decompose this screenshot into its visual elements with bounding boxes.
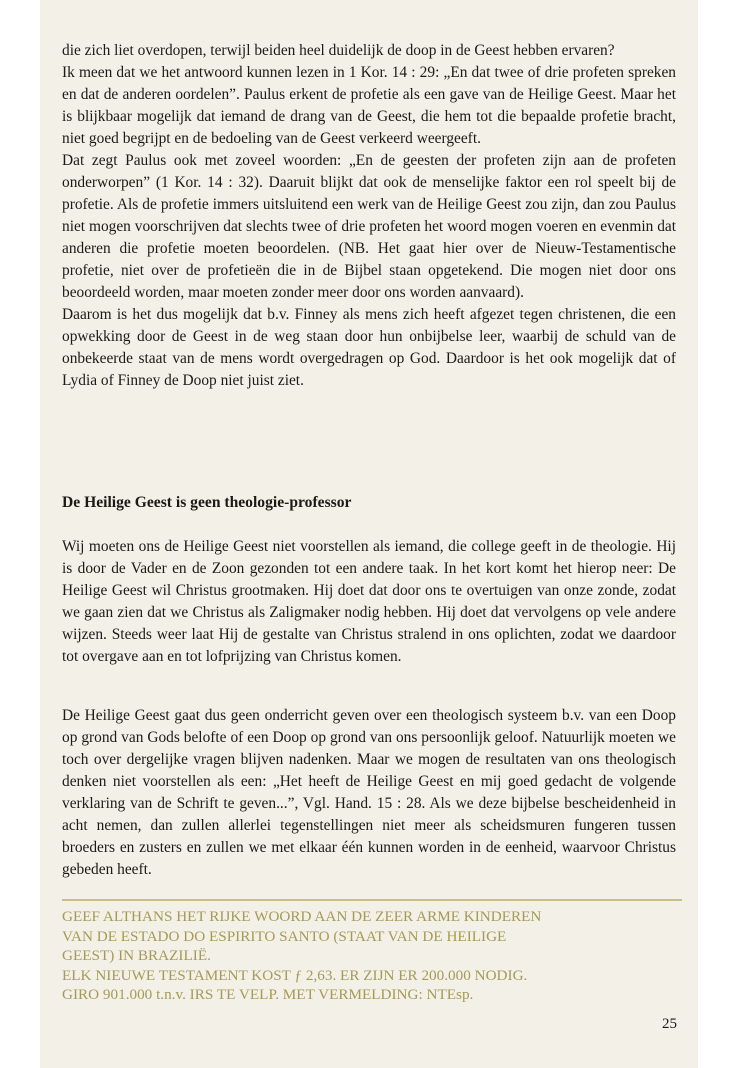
paragraph: Wij moeten ons de Heilige Geest niet voorstellen als iemand, die college geeft in de theologie. Hij is door de Vader en de Zoon gezonden tot een andere taak. In het kort komt het hierop neer: De Heilige Geest wil Christus grootmaken. Hij doet dat door ons te overtuigen van onze zonde, zodat we gaan zien dat we Christus als Zaligmaker nodig hebben. Hij doet dat vervolgens op vele andere wijzen. Steeds weer laat Hij de gestalte van Christus stralend in ons oplichten, zodat we daardoor tot overgave aan en tot lofprijzing van Christus komen. bbox=[62, 538, 676, 665]
appeal-box bbox=[62, 899, 682, 1005]
section-heading: De Heilige Geest is geen theologie-professor bbox=[62, 494, 352, 511]
paragraph: Daarom is het dus mogelijk dat b.v. Finney als mens zich heeft afgezet tegen christenen, die een opwekking door de Geest in de weg staan door hun onbijbelse leer, waarbij de schuld van de onbekeerde staat van de mens wordt overgedragen op God. Daardoor is het ook mogelijk dat of Lydia of Finney de Doop niet juist ziet. bbox=[62, 306, 676, 389]
appeal-line: GEEF ALTHANS HET RIJKE WOORD AAN DE ZEER ARME KINDEREN bbox=[62, 908, 542, 925]
appeal-line: GIRO 901.000 t.n.v. IRS TE VELP. MET VERMELDING: NTEsp. bbox=[62, 986, 474, 1003]
paragraph: die zich liet overdopen, terwijl beiden heel duidelijk de doop in de Geest hebben ervaren? bbox=[62, 42, 615, 59]
appeal-line: VAN DE ESTADO DO ESPIRITO SANTO (STAAT VAN DE HEILIGE bbox=[62, 927, 507, 945]
page-margin bbox=[698, 0, 738, 1068]
appeal-line: GEEST) IN BRAZILIË. bbox=[62, 947, 211, 964]
body-text-top bbox=[62, 40, 676, 392]
document-page bbox=[40, 0, 698, 1068]
paragraph: Dat zegt Paulus ook met zoveel woorden: „En de geesten der profeten zijn aan de profeten onderworpen” (1 Kor. 14 : 32). Daaruit blijkt dat ook de menselijke faktor een rol speelt bij de profetie. Als de profetie immers uitsluitend een werk van de Heilige Geest zou zijn, dan zou Paulus niet mogen voorschrijven dat slechts twee of drie profeten het woord mogen voeren en evenmin dat anderen die profetie moeten beoordelen. (NB. Het gaat hier over de Nieuw-Testamentische profetie, niet over de profetieën die in de Bijbel staan opgetekend. Die mogen niet door ons beoordeeld worden, maar moeten zonder meer door ons worden aanvaard). bbox=[62, 152, 676, 301]
page-number: 25 bbox=[662, 1016, 677, 1032]
body-text-section-2 bbox=[62, 705, 676, 881]
paragraph: Ik meen dat we het antwoord kunnen lezen in 1 Kor. 14 : 29: „En dat twee of drie profeten spreken en dat de anderen oordelen”. Paulus erkent de profetie als een gave van de Heilige Geest. Maar het is blijkbaar mogelijk dat iemand de drang van de Geest, die hem tot die bepaalde profetie bracht, niet goed begrijpt en de bedoeling van de Geest verkeerd weergeeft. bbox=[62, 64, 676, 147]
paragraph: De Heilige Geest gaat dus geen onderricht geven over een theologisch systeem b.v. van een Doop op grond van Gods belofte of een Doop op grond van ons persoonlijk geloof. Natuurlijk moeten we toch over dergelijke vragen blijven nadenken. Maar we mogen de resultaten van ons theologisch denken niet voorstellen als een: „Het heeft de Heilige Geest en mij goed gedacht de volgende verklaring van de Schrift te geven...”, Vgl. Hand. 15 : 28. Als we deze bijbelse bescheidenheid in acht nemen, dan zullen allerlei tegenstellingen niet meer als scheidsmuren fungeren tussen broeders en zusters en zullen we met elkaar één kunnen worden in de eenheid, waarvoor Christus gebeden heeft. bbox=[62, 707, 676, 878]
appeal-line: ELK NIEUWE TESTAMENT KOST ƒ 2,63. ER ZIJN ER 200.000 NODIG. bbox=[62, 966, 528, 984]
body-text-section bbox=[62, 536, 676, 668]
